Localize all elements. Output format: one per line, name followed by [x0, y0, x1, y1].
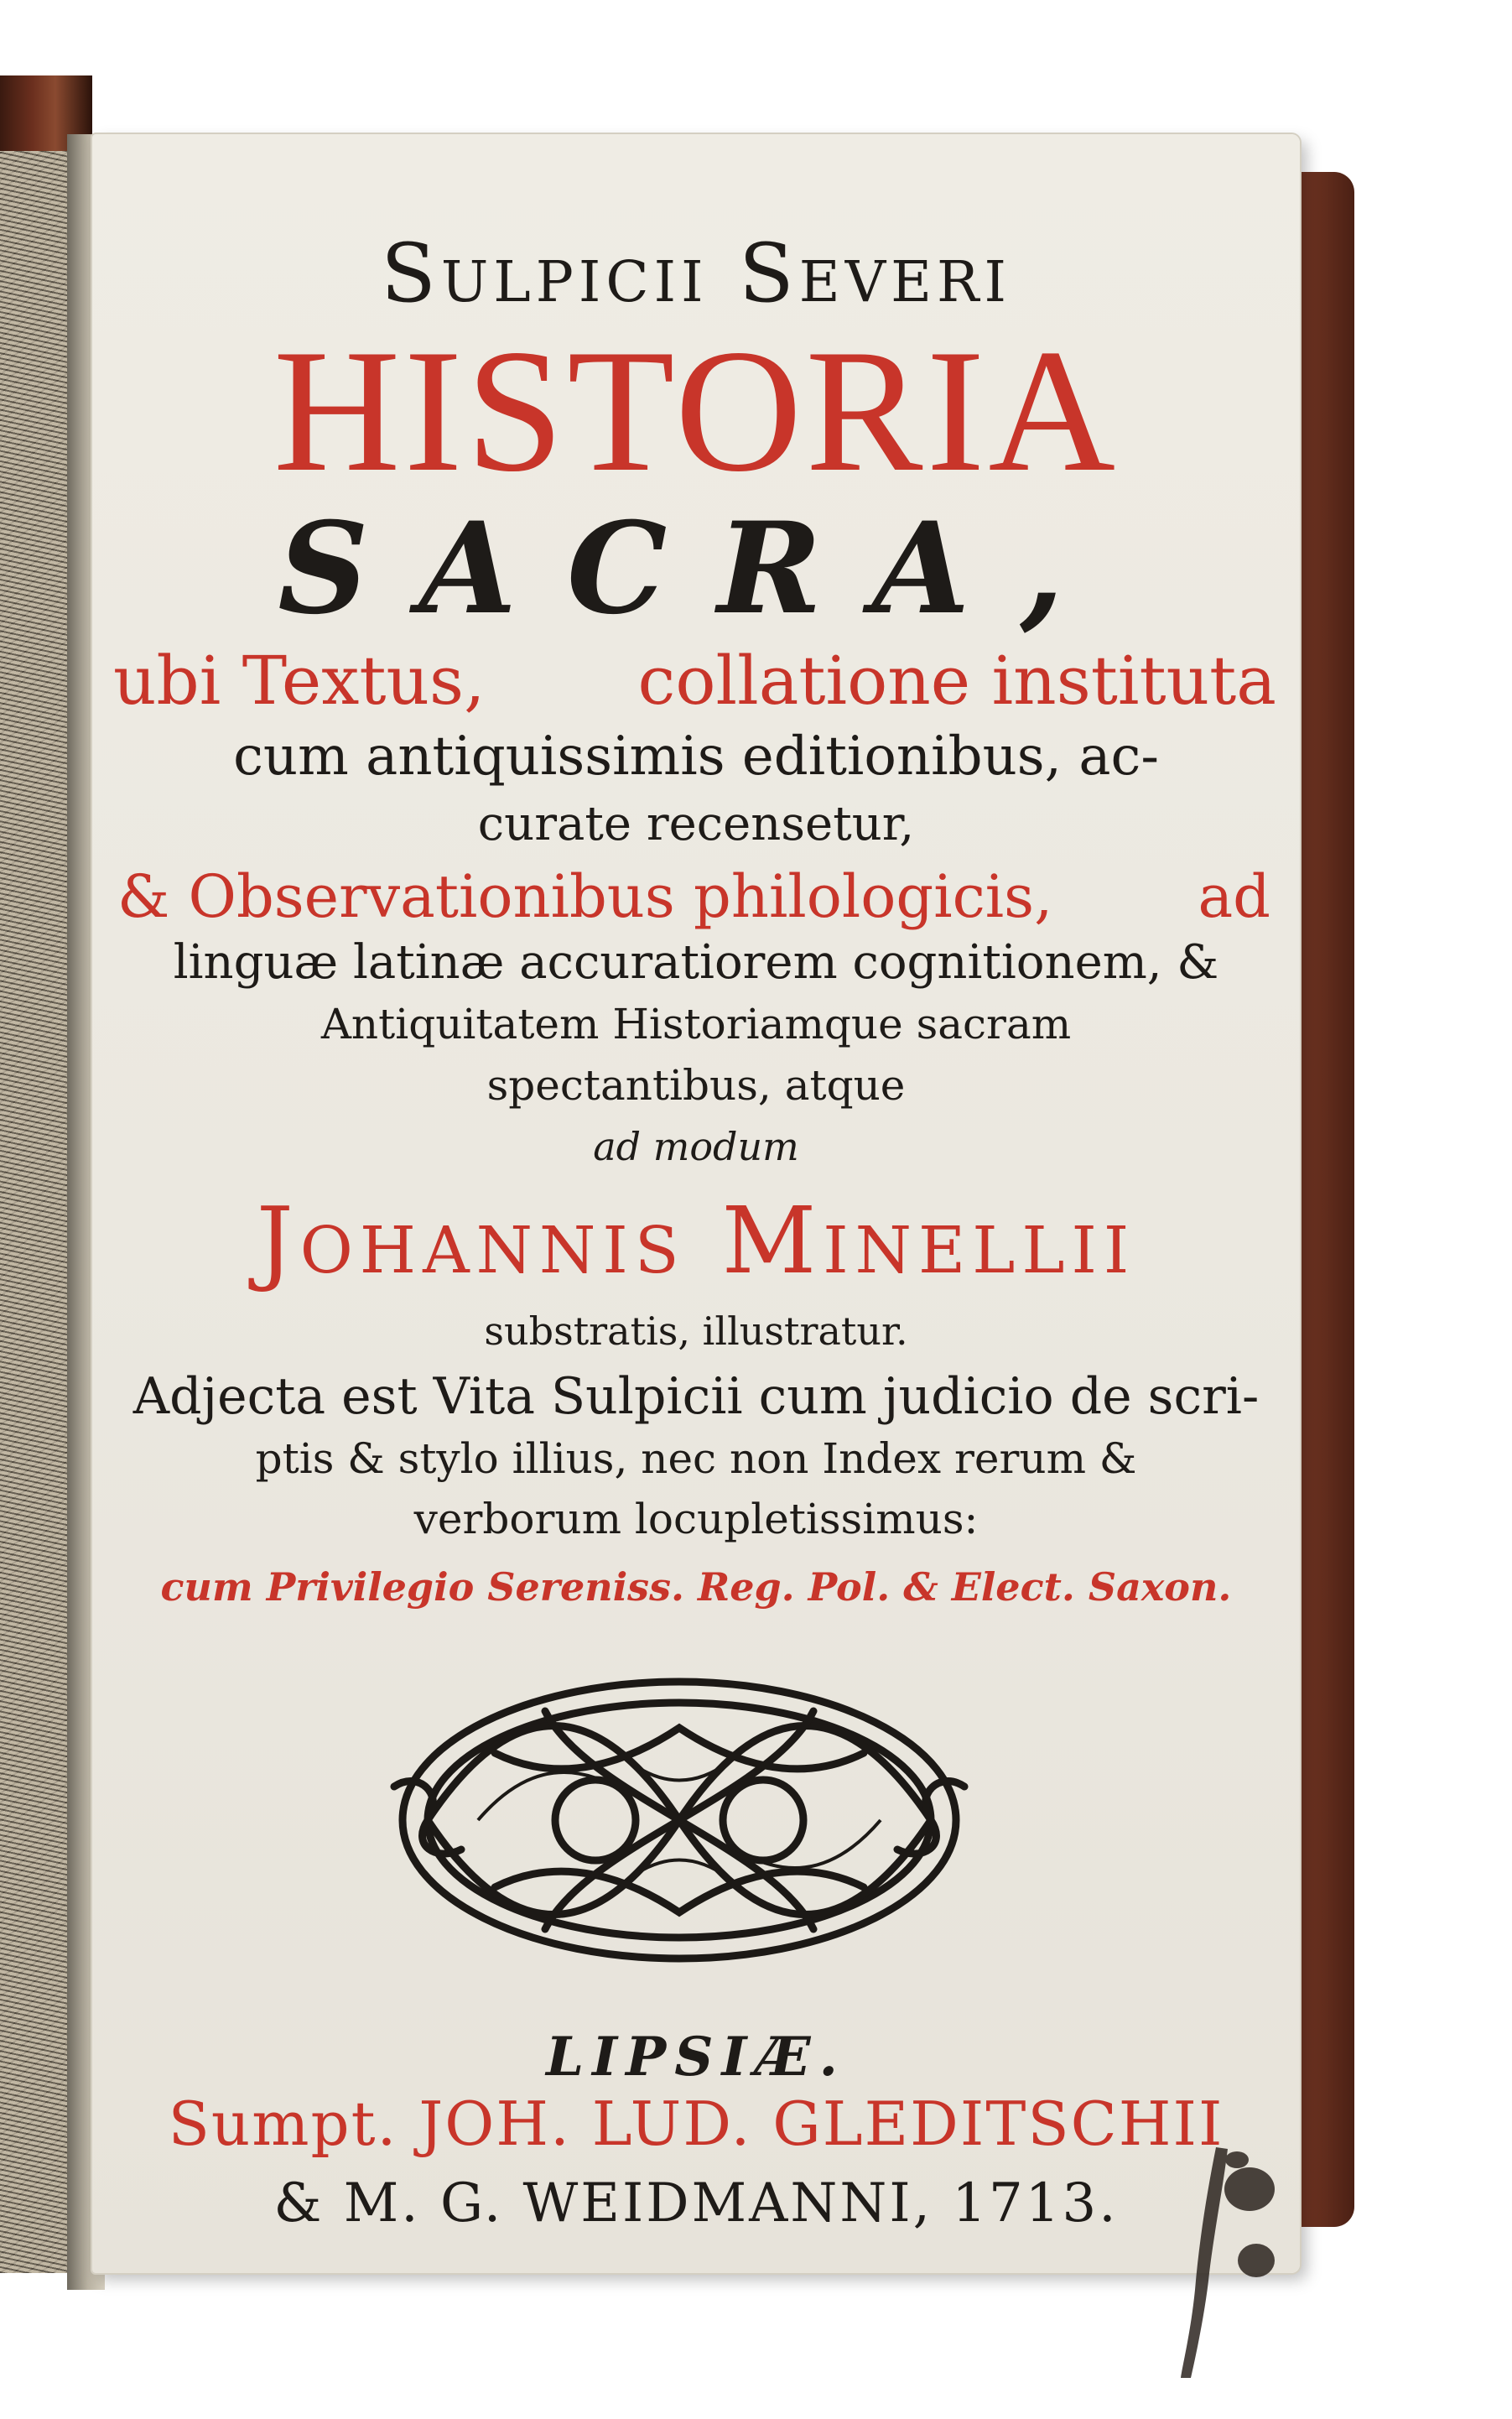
printers-ornament-icon: [377, 1661, 981, 1979]
subtitle-line-4a: & Observationibus philologicis,: [117, 862, 1053, 931]
imprint-place: LIPSIÆ.: [546, 2026, 846, 2089]
subtitle-line-11: ptis & stylo illius, nec non Index rerum &: [255, 1434, 1137, 1483]
editor-name: Johannis Minellii: [256, 1187, 1136, 1294]
frontispiece-engraving: [0, 151, 70, 2273]
subtitle-line-1b: collatione instituta: [637, 642, 1276, 720]
subtitle-line-8: ad modum: [593, 1124, 799, 1169]
subtitle-line-10: Adjecta est Vita Sulpicii cum judicio de scri-: [132, 1367, 1260, 1426]
imprint-publisher-2: & M. G. WEIDMANNI, 1713.: [273, 2172, 1119, 2234]
subtitle-line-6: Antiquitatem Historiamque sacram: [320, 1000, 1072, 1048]
subtitle-line-7: spectantibus, atque: [486, 1061, 906, 1110]
subtitle-line-5: linguæ latinæ accuratiorem cognitionem, &: [173, 935, 1219, 990]
book-title-sacra: SACRA,: [278, 495, 1115, 642]
title-page: [92, 134, 1300, 2273]
subtitle-line-9: substratis, illustratur.: [484, 1308, 908, 1354]
subtitle-line-4b: ad: [1198, 862, 1270, 931]
subtitle-line-2: cum antiquissimis editionibus, ac-: [233, 726, 1159, 788]
subtitle-line-3: curate recensetur,: [477, 797, 915, 851]
handwritten-ink-mark: [1157, 2114, 1291, 2382]
subtitle-line-12: verborum locupletissimus:: [413, 1495, 979, 1543]
imprint-publisher: Sumpt. JOH. LUD. GLEDITSCHII: [168, 2089, 1224, 2159]
subtitle-line-1a: ubi Textus,: [113, 642, 486, 720]
privilege-line: cum Privilegio Sereniss. Reg. Pol. & Elect. Saxon.: [160, 1564, 1232, 1610]
author-line: Sulpicii Severi: [381, 226, 1011, 320]
book-title: HISTORIA: [273, 314, 1120, 508]
